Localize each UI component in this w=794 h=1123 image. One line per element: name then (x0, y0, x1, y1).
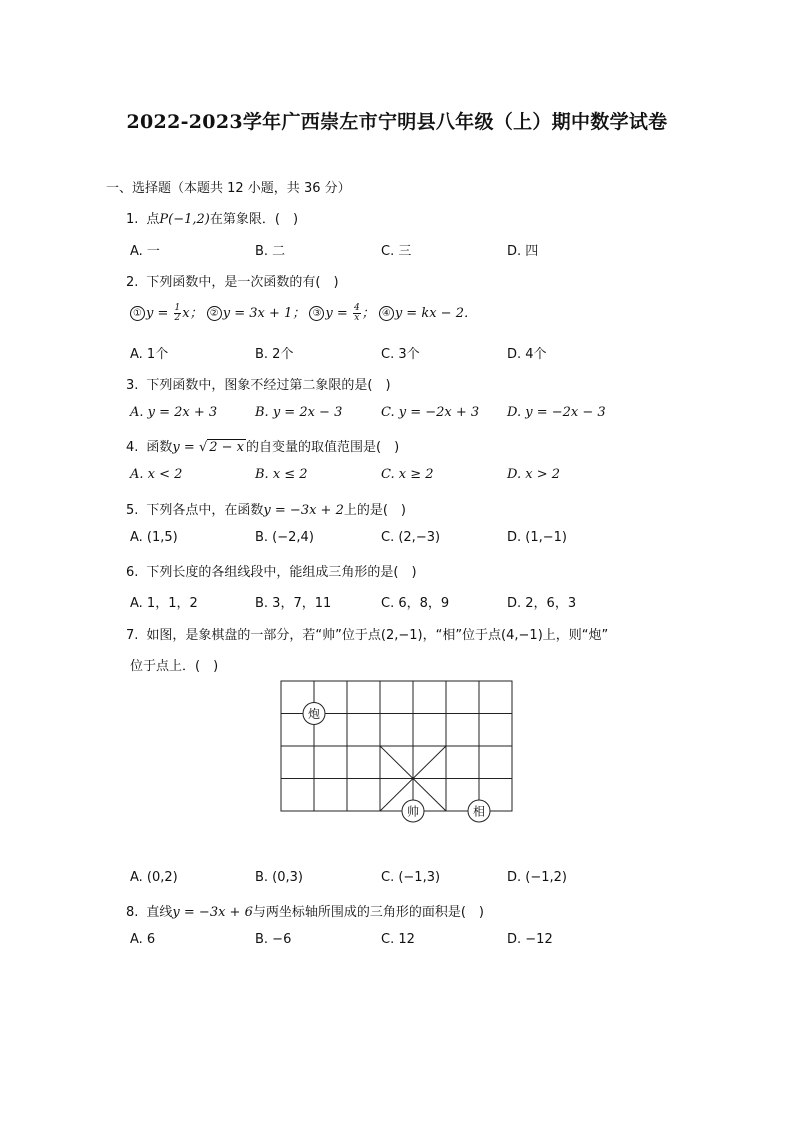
stem-text: 如图，是象棋盘的一部分，若“帅”位于点(2,−1)，“相”位于点(4,−1)上，则“炮” (146, 628, 609, 643)
numerator: 1 (174, 303, 181, 313)
numerator: 4 (353, 303, 360, 313)
option-c[interactable]: C. 三 (381, 244, 412, 259)
option-d[interactable]: D. (1,−1) (507, 530, 567, 545)
option-b[interactable]: B. 2个 (255, 347, 294, 362)
question-number: 5. (126, 503, 139, 518)
radicand: 2 − x (209, 440, 244, 455)
stem-text: 点 (146, 212, 160, 227)
question-number: 2. (126, 275, 139, 290)
option-c[interactable]: C. 6，8，9 (381, 596, 450, 611)
question-3 (126, 374, 391, 393)
option-b[interactable]: B. x ≤ 2 (255, 467, 308, 482)
option-c[interactable]: C. (2,−3) (381, 530, 441, 545)
section-heading: 一、选择题（本题共 12 小题，共 36 分） (106, 181, 351, 196)
item-math: ； (361, 306, 375, 321)
fraction (353, 304, 361, 323)
options-8 (130, 932, 650, 950)
chess-board-figure (270, 670, 530, 835)
options-7 (130, 870, 650, 888)
stem-text: 位于点上．( ) (130, 659, 219, 674)
question-2 (126, 271, 339, 290)
option-d[interactable]: D. 四 (507, 244, 539, 259)
option-c[interactable]: C. x ≥ 2 (381, 467, 434, 482)
option-a[interactable]: A. (0,2) (130, 870, 178, 885)
denominator: 2 (174, 313, 181, 323)
item-marker: ③ (309, 306, 324, 321)
item-math: x； (182, 306, 203, 321)
item-math: y = (146, 306, 173, 321)
stem-text: 下列函数中，图象不经过第二象限的是( ) (146, 378, 391, 393)
option-a[interactable]: A. 一 (130, 244, 160, 259)
piece-label: 炮 (307, 707, 321, 721)
option-a[interactable]: A. 1个 (130, 347, 169, 362)
stem-math: y = −3x + 2 (263, 503, 344, 518)
piece-shuai (402, 800, 424, 822)
exam-title: 2022-2023学年广西崇左市宁明县八年级（上）期中数学试卷 (126, 111, 668, 133)
option-a[interactable]: A. 6 (130, 932, 156, 947)
stem-math: y = (172, 440, 199, 455)
question-number: 7. (126, 628, 139, 643)
option-a[interactable]: A. y = 2x + 3 (130, 405, 218, 420)
question-7 (126, 624, 608, 643)
option-a[interactable]: A. x < 2 (130, 467, 183, 482)
option-c[interactable]: C. 3个 (381, 347, 420, 362)
option-c[interactable]: C. y = −2x + 3 (381, 405, 480, 420)
piece-xiang (468, 800, 490, 822)
function-list (130, 302, 477, 323)
question-4 (126, 436, 399, 455)
stem-text: 直线 (146, 905, 173, 920)
question-6 (126, 561, 417, 580)
question-7-line2 (130, 655, 218, 674)
item-marker: ④ (379, 306, 394, 321)
option-d[interactable]: D. x > 2 (507, 467, 560, 482)
option-d[interactable]: D. 4个 (507, 347, 547, 362)
stem-math: y = −3x + 6 (172, 905, 253, 920)
question-number: 3. (126, 378, 139, 393)
option-d[interactable]: D. 2，6，3 (507, 596, 577, 611)
denominator: x (354, 313, 360, 323)
options-4 (130, 467, 650, 485)
stem-text: 下列长度的各组线段中，能组成三角形的是( ) (146, 565, 417, 580)
option-c[interactable]: C. 12 (381, 932, 415, 947)
option-b[interactable]: B. (0,3) (255, 870, 304, 885)
question-5 (126, 499, 406, 518)
stem-text: 上的是( ) (343, 503, 407, 518)
option-d[interactable]: D. y = −2x − 3 (507, 405, 606, 420)
stem-math: P(−1,2) (159, 212, 210, 227)
options-5 (130, 530, 650, 548)
stem-text: 函数 (146, 440, 173, 455)
piece-pao (303, 703, 325, 725)
question-number: 4. (126, 440, 139, 455)
option-b[interactable]: B. −6 (255, 932, 292, 947)
option-d[interactable]: D. −12 (507, 932, 553, 947)
item-marker: ② (207, 306, 222, 321)
question-number: 1. (126, 212, 139, 227)
item-math: y = kx − 2． (394, 306, 477, 321)
option-b[interactable]: B. (−2,4) (255, 530, 314, 545)
question-8 (126, 901, 484, 920)
stem-text: 的自变量的取值范围是( ) (246, 440, 400, 455)
item-math: y = (325, 306, 352, 321)
stem-text: 下列函数中，是一次函数的有( ) (146, 275, 339, 290)
radical-sign-icon: √ (198, 440, 208, 455)
option-a[interactable]: A. (1,5) (130, 530, 178, 545)
options-6 (130, 592, 650, 610)
stem-text: 与两坐标轴所围成的三角形的面积是( ) (252, 905, 485, 920)
options-3 (130, 405, 650, 423)
options-1 (130, 240, 650, 258)
question-number: 8. (126, 905, 139, 920)
fraction (174, 304, 182, 323)
option-c[interactable]: C. (−1,3) (381, 870, 441, 885)
item-marker: ① (130, 306, 145, 321)
stem-text: 在第象限．( ) (209, 212, 299, 227)
option-b[interactable]: B. y = 2x − 3 (255, 405, 343, 420)
question-1 (126, 208, 298, 227)
options-2 (130, 343, 650, 361)
piece-label: 相 (472, 804, 486, 819)
item-math: y = 3x + 1； (222, 306, 306, 321)
option-b[interactable]: B. 二 (255, 244, 286, 259)
option-b[interactable]: B. 3，7，11 (255, 596, 332, 611)
option-a[interactable]: A. 1，1，2 (130, 596, 198, 611)
option-d[interactable]: D. (−1,2) (507, 870, 567, 885)
stem-text: 下列各点中，在函数 (146, 503, 264, 518)
piece-label: 帅 (406, 804, 420, 819)
question-number: 6. (126, 565, 139, 580)
